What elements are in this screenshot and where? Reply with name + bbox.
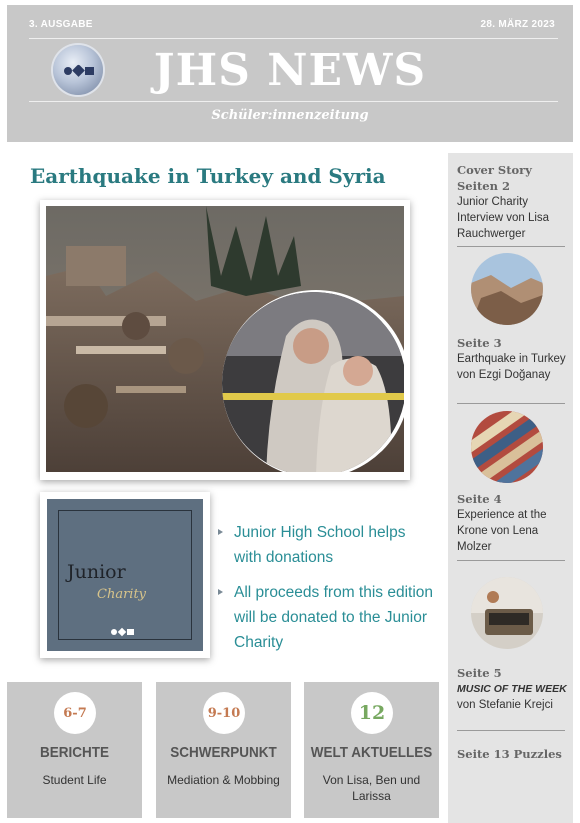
masthead-banner [7,5,573,142]
bullet-arrow-icon [218,589,223,595]
bullet-arrow-icon [218,529,223,535]
sidebar-divider [457,246,565,247]
charity-logo-script: Charity [97,587,147,602]
sidebar-divider [457,730,565,731]
list-item: All proceeds from this edition will be donated to the Junior Charity [218,580,433,655]
section-label: BERICHTE [39,744,109,761]
issue-number: 3. AUSGABE [29,19,93,30]
header-divider [29,101,558,102]
page-number-badge: 9-10 [203,692,245,734]
earthquake-photo-icon [46,206,404,472]
newspapers-thumbnail-icon [471,411,543,483]
section-label: WELT AKTUELLES [310,744,433,761]
sidebar-divider [457,560,565,561]
toc-entry[interactable]: Seite 3 Earthquake in Turkey von Ezgi Doğanay [457,336,566,381]
section-card-welt-aktuelles[interactable] [304,682,439,818]
table-of-contents-sidebar [448,153,573,823]
section-subtitle: Student Life [42,773,107,787]
header-divider [29,38,558,39]
donation-bullets [218,520,433,665]
cover-photo [40,200,410,480]
toc-entry[interactable]: Seite 4 Experience at the Krone von Lena Molzer [457,492,547,553]
tagline: Schüler:innenzeitung [211,108,369,123]
junior-charity-logo [40,492,210,658]
junior-charity-logo-icon [47,499,203,651]
toc-entry[interactable]: Cover Story Seiten 2 Junior Charity Interview von Lisa Rauchwerger [457,163,550,240]
charity-logo-word: Junior [67,561,126,583]
section-subtitle: Von Lisa, Ben und Larissa [322,773,421,803]
newspaper-title: JHS NEWS [153,45,427,96]
toc-entry[interactable]: Seite 13 Puzzles [457,747,562,761]
earthquake-thumbnail-icon [471,253,543,325]
sidebar-divider [457,403,565,404]
section-label: SCHWERPUNKT [170,744,277,761]
section-subtitle: Mediation & Mobbing [167,773,280,787]
section-card-schwerpunkt[interactable] [156,682,291,818]
issue-date: 28. MÄRZ 2023 [480,19,555,30]
cover-headline: Earthquake in Turkey and Syria [30,164,386,188]
section-card-berichte[interactable] [7,682,142,818]
radio-thumbnail-icon [471,577,543,649]
page-number-badge: 12 [351,692,393,734]
page-number-badge: 6-7 [54,692,96,734]
list-item: Junior High School helps with donations [218,520,433,570]
toc-entry[interactable]: Seite 5 MUSIC OF THE WEEK von Stefanie Krejci [457,666,567,711]
